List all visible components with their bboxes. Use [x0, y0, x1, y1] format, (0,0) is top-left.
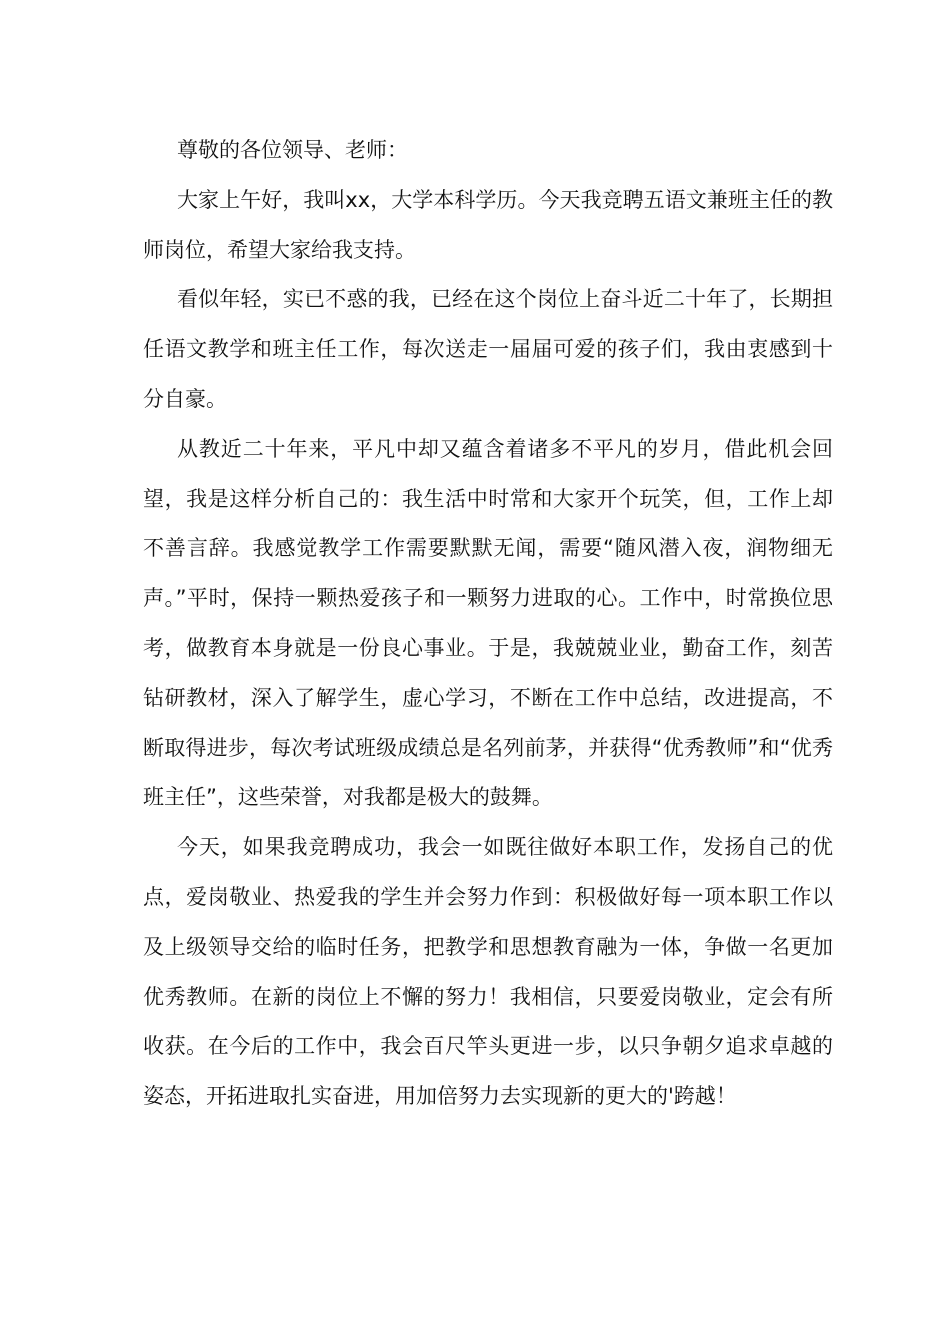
paragraph-experience: 看似年轻，实已不惑的我，已经在这个岗位上奋斗近二十年了，长期担任语文教学和班主任工作，每次送走一届届可爱的孩子们，我由衷感到十分自豪。 [143, 287, 833, 411]
paragraph-greeting: 大家上午好，我叫xx，大学本科学历。今天我竞聘五语文兼班主任的教师岗位，希望大家给我支持。 [143, 187, 833, 262]
document-body [143, 126, 833, 1122]
paragraph-commitment: 今天，如果我竞聘成功，我会一如既往做好本职工作，发扬自己的优点，爱岗敬业、热爱我的学生并会努力作到：积极做好每一项本职工作以及上级领导交给的临时任务，把教学和思想教育融为一体，争做一名更加优秀教师。在新的岗位上不懈的努力！我相信，只要爱岗敬业，定会有所收获。在今后的工作中，我会百尺竿头更进一步，以只争朝夕追求卓越的姿态，开拓进取扎实奋进，用加倍努力去实现新的更大的'跨越！ [143, 835, 833, 1109]
salutation: 尊敬的各位领导、老师： [177, 138, 408, 162]
paragraph-reflection: 从教近二十年来，平凡中却又蕴含着诸多不平凡的岁月，借此机会回望，我是这样分析自己的：我生活中时常和大家开个玩笑，但，工作上却不善言辞。我感觉教学工作需要默默无闻，需要“随风潜入夜，润物细无声。”平时，保持一颗热爱孩子和一颗努力进取的心。工作中，时常换位思考，做教育本身就是一份良心事业。于是，我兢兢业业，勤奋工作，刻苦钻研教材，深入了解学生，虚心学习，不断在工作中总结，改进提高，不断取得进步，每次考试班级成绩总是名列前茅，并获得“优秀教师”和“优秀班主任”，这些荣誉，对我都是极大的鼓舞。 [143, 436, 833, 810]
